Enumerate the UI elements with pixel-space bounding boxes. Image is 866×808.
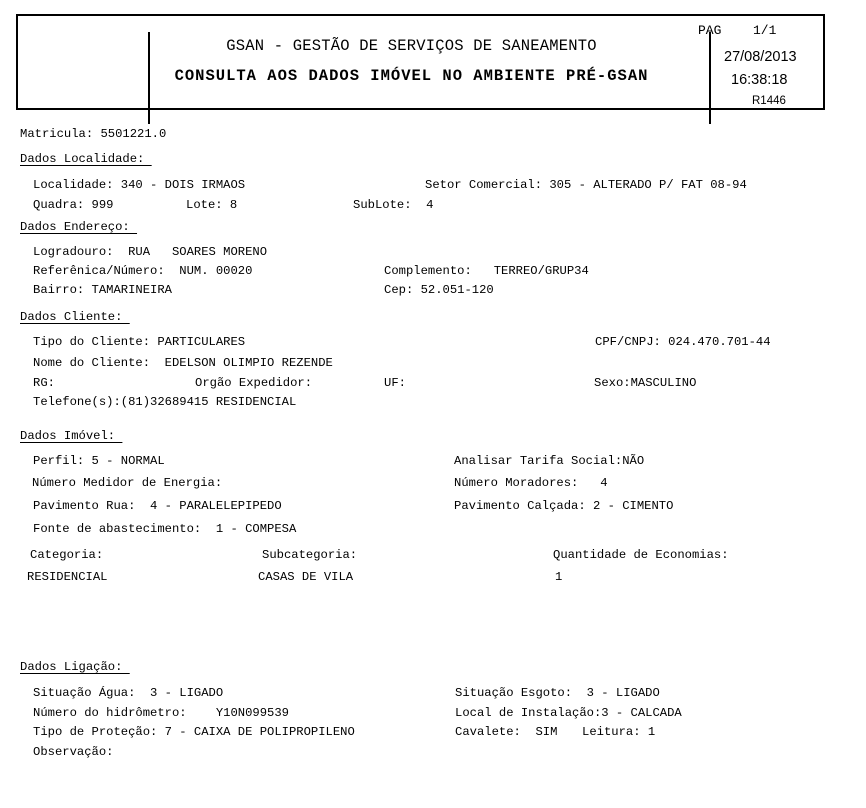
field-tipo-cliente: Tipo do Cliente: PARTICULARES	[33, 335, 246, 349]
field-leitura: Leitura: 1	[582, 725, 656, 739]
section-dados-ligacao: Dados Ligação:	[20, 660, 130, 674]
section-dados-localidade: Dados Localidade:	[20, 152, 152, 166]
field-cpf-cnpj: CPF/CNPJ: 024.470.701-44	[595, 335, 771, 349]
report-time: 16:38:18	[731, 72, 788, 88]
label-subcategoria: Subcategoria:	[262, 548, 358, 562]
field-quadra: Quadra: 999	[33, 198, 114, 212]
field-pavimento-rua: Pavimento Rua: 4 - PARALELEPIPEDO	[33, 499, 282, 513]
field-orgao-expedidor: Orgão Expedidor:	[195, 376, 313, 390]
value-categoria: RESIDENCIAL	[27, 570, 108, 584]
field-rg: RG:	[33, 376, 55, 390]
field-setor-comercial: Setor Comercial: 305 - ALTERADO P/ FAT 08-94	[425, 178, 747, 192]
header-divider-right	[709, 32, 711, 124]
page-number: 1/1	[753, 23, 777, 38]
field-cep: Cep: 52.051-120	[384, 283, 494, 297]
page-label: PAG	[698, 23, 722, 38]
field-local-instalacao: Local de Instalação:3 - CALCADA	[455, 706, 682, 720]
field-nome-cliente: Nome do Cliente: EDELSON OLIMPIO REZENDE	[33, 356, 333, 370]
field-situacao-agua: Situação Água: 3 - LIGADO	[33, 686, 224, 700]
field-observacao: Observação:	[33, 745, 114, 759]
section-dados-endereco: Dados Endereço:	[20, 220, 138, 234]
field-lote: Lote: 8	[186, 198, 238, 212]
field-fonte-abastecimento: Fonte de abastecimento: 1 - COMPESA	[33, 522, 297, 536]
field-situacao-esgoto: Situação Esgoto: 3 - LIGADO	[455, 686, 660, 700]
field-referencia-numero: Referênica/Número: NUM. 00020	[33, 264, 253, 278]
field-numero-moradores: Número Moradores: 4	[454, 476, 608, 490]
report-system-title: GSAN - GESTÃO DE SERVIÇOS DE SANEAMENTO	[226, 37, 597, 55]
field-sublote: SubLote: 4	[353, 198, 434, 212]
value-subcategoria: CASAS DE VILA	[258, 570, 354, 584]
field-analisar-tarifa-social: Analisar Tarifa Social:NÃO	[454, 454, 645, 468]
field-telefones: Telefone(s):(81)32689415 RESIDENCIAL	[33, 395, 297, 409]
field-sexo: Sexo:MASCULINO	[594, 376, 697, 390]
value-quantidade-economias: 1	[555, 570, 563, 584]
field-numero-medidor-energia: Número Medidor de Energia:	[32, 476, 223, 490]
label-categoria: Categoria:	[30, 548, 104, 562]
report-title: CONSULTA AOS DADOS IMÓVEL NO AMBIENTE PRÉ-GSAN	[174, 67, 649, 85]
field-uf: UF:	[384, 376, 406, 390]
field-pavimento-calcada: Pavimento Calçada: 2 - CIMENTO	[454, 499, 674, 513]
section-dados-cliente: Dados Cliente:	[20, 310, 130, 324]
field-perfil: Perfil: 5 - NORMAL	[33, 454, 165, 468]
field-cavalete: Cavalete: SIM	[455, 725, 558, 739]
section-dados-imovel: Dados Imóvel:	[20, 429, 123, 443]
report-code: R1446	[752, 95, 786, 107]
field-bairro: Bairro: TAMARINEIRA	[33, 283, 172, 297]
field-localidade: Localidade: 340 - DOIS IRMAOS	[33, 178, 246, 192]
field-numero-hidrometro: Número do hidrômetro: Y10N099539	[33, 706, 289, 720]
matricula-line: Matricula: 5501221.0	[20, 127, 167, 141]
field-complemento: Complemento: TERREO/GRUP34	[384, 264, 589, 278]
field-logradouro: Logradouro: RUA SOARES MORENO	[33, 245, 268, 259]
field-tipo-protecao: Tipo de Proteção: 7 - CAIXA DE POLIPROPILENO	[33, 725, 355, 739]
report-date: 27/08/2013	[724, 49, 797, 65]
label-quantidade-economias: Quantidade de Economias:	[553, 548, 729, 562]
